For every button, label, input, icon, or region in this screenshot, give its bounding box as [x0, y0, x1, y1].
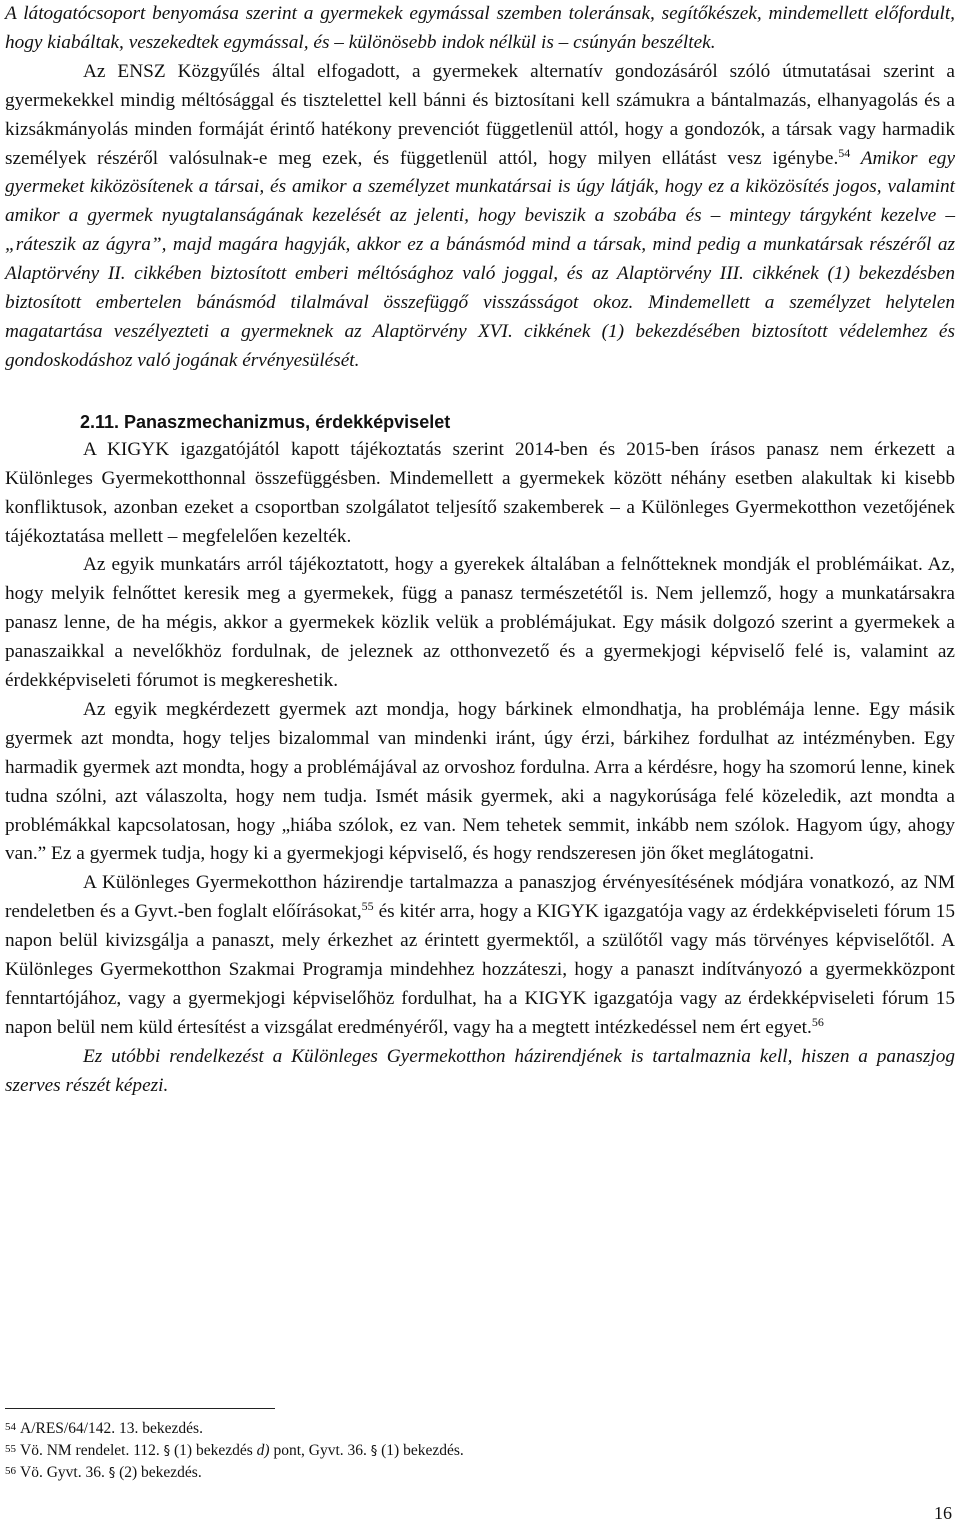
footnote-number: 55: [5, 1442, 16, 1455]
footnote-number: 56: [5, 1465, 16, 1477]
paragraph-children-interviews: Az egyik megkérdezett gyermek azt mondja, hogy bárkinek elmondhatja, ha problémája lenne. Egy másik gyermek azt mondta, hogy teljes bizalommal van mindenki iránt, úgy érzi, bárkihez fordulhat az intézményben. Egy harmadik gyermek azt mondta, hogy a problémájával az orvoshoz fordulna. Arra a kérdésre, hogy ha szomorú lenne, kinek tudna szólni, azt válaszolta, hogy nem tudja. Ismét másik gyermek, aki a nagykorúsága felé közeledik, azt mondta a problémákkal kapcsolatosan, hogy „hiába szólok, ez van. Nem tehetek semmit, inkább nem szólok. Hagyom úgy, ahogy van.” Ez a gyermek tudja, hogy ki a gyermekjogi képviselő, és hogy rendszeresen jön őket meglátogatni.: [5, 698, 955, 865]
footnote-text: pont, Gyvt. 36.: [269, 1441, 367, 1459]
footnote-ref-56[interactable]: 56: [811, 1014, 824, 1029]
footnote-ref-54[interactable]: 54: [838, 145, 851, 160]
paragraph-staff-report: Az egyik munkatárs arról tájékoztatott, hogy a gyerekek általában a felnőtteknek mondják el problémáikat. Az, hogy melyik felnőttet keresik meg a gyermekek, függ a panasz természetétől is. Nem jellemző, hogy a munkatársakra panasz lenne, de ha mégis, akkor a gyermekek közlik velük a problémájukat. Egy másik dolgozó szerint a gyermekek a panaszaikkal a nevelőkhöz fordulnak, de jeleznek az otthonvezető és a gyermekjogi képviselő felé is, valamint az érdekképviseleti fórumot is megkereshetik.: [5, 554, 955, 692]
paragraph-un-guidelines: [5, 58, 955, 376]
footnotes: [5, 1418, 905, 1485]
footnote-text: (2) bekezdés.: [115, 1464, 202, 1481]
paragraph-complaints: A KIGYK igazgatójától kapott tájékoztatás szerint 2014-ben és 2015-ben írásos panasz nem érkezett a Különleges Gyermekotthonnal összefüggésben. Mindemellett a gyermekek között néhány esetben alakultak ki kisebb konfliktusok, azonban ezeket a csoportban szolgálatot teljesítő szakemberek – a Különleges Gyermekotthon vezetőjének tájékoztatása mellett – megfelelően kezelték.: [5, 438, 955, 547]
section-sign: §: [108, 1466, 116, 1481]
section-sign: §: [163, 1443, 171, 1459]
paragraph-intro-italic: A látogatócsoport benyomása szerint a gyermekek egymással szemben toleránsak, segítőkészek, mindemellett előfordult, hogy kiabáltak, veszekedtek egymással, és – különösebb indok nélkül is – csúnyán beszéltek.: [5, 3, 955, 53]
paragraph-conclusion-italic: Ez utóbbi rendelkezést a Különleges Gyermekotthon házirendjének is tartalmaznia kell, hiszen a panaszjog szerves részét képezi.: [5, 1045, 955, 1096]
section-sign: §: [370, 1443, 378, 1459]
section-heading: 2.11. Panaszmechanizmus, érdekképviselet: [80, 411, 451, 432]
document-page: [5, 0, 955, 1101]
paragraph-text: Az ENSZ Közgyűlés által elfogadott, a gyermekek alternatív gondozásáról szóló útmutatásai szerint a gyermekekkel mindig méltósággal és tisztelettel kell bánni és biztosítani kell számukra a bántalmazás, elhanyagolás és a kizsákmányolás minden formáját érintő hatékony prevenciót függetlenül attól, hogy a gondozók, a társak vagy harmadik személyek részéről valósulnak-e meg ezek, és függetlenül attól, hogy milyen ellátást vesz igénybe.: [5, 60, 955, 169]
footnote-55: [5, 1440, 905, 1463]
footnote-text: Vö. NM rendelet. 112.: [20, 1441, 160, 1459]
footnote-separator: [5, 1408, 275, 1409]
footnote-ref-55[interactable]: 55: [361, 899, 374, 914]
footnote-54: [5, 1418, 905, 1440]
footnote-text: (1) bekezdés: [170, 1441, 257, 1459]
page-number: 16: [934, 1503, 952, 1523]
paragraph-text: és kitér arra, hogy a KIGYK igazgatója vagy az érdekképviseleti fórum 15 napon belül kivizsgálja a panaszt, mely érkezhet az érintett gyermektől, a szülőtől vagy más törvényes képviselőtől. A Különleges Gyermekotthon Szakmai Programja mindehhez hozzáteszi, hogy a panaszt indítványozó a gyermekközpont fenntartójához, vagy a gyermekjogi képviselőhöz fordulhat, ha a KIGYK igazgatója vagy az érdekképviseleti fórum 15 napon belül nem küld értesítést a vizsgálat eredményéről, vagy ha a megtett intézkedéssel nem ért egyet.: [5, 901, 955, 1038]
paragraph-text: A Különleges Gyermekotthon házirendje tartalmazza a panaszjog érvényesítésének módjára vonatkozó, az NM rendeletben és a Gyvt.-ben foglalt előírásokat,: [5, 872, 955, 923]
paragraph-findings-italic: Amikor egy gyermeket kiközösítenek a társai, és amikor a személyzet munkatársai is úgy látják, hogy ez a kiközösítés jogos, valamint amikor a gyermek nyugtalanságának kezelését az jelenti, hogy beviszik a szobába és – mintegy tárgyként kezelve – „ráteszik az ágyra”, majd magára hagyják, akkor ez a bánásmód mind a társak, mind pedig a munkatársak részéről az Alaptörvény II. cikkében biztosított emberi méltósághoz való joggal, és az Alaptörvény III. cikkének (1) bekezdésben biztosított embertelen bánásmód tilalmával összefüggő visszásságot okoz. Mindemellett a személyzet helytelen magatartása veszélyezteti a gyermeknek az Alaptörvény XVI. cikkének (1) bekezdésében biztosított védelemhez és gondoskodáshoz való jogának érvényesülését.: [5, 147, 956, 371]
footnote-number: 54: [5, 1421, 16, 1433]
footnote-56: [5, 1462, 905, 1485]
footnote-text-italic: d): [256, 1441, 270, 1459]
footnote-text: (1) bekezdés.: [377, 1441, 464, 1459]
footnote-text: A/RES/64/142. 13. bekezdés.: [20, 1420, 203, 1437]
paragraph-house-rules: [5, 869, 955, 1042]
footnote-text: Vö. Gyvt. 36.: [20, 1464, 105, 1481]
